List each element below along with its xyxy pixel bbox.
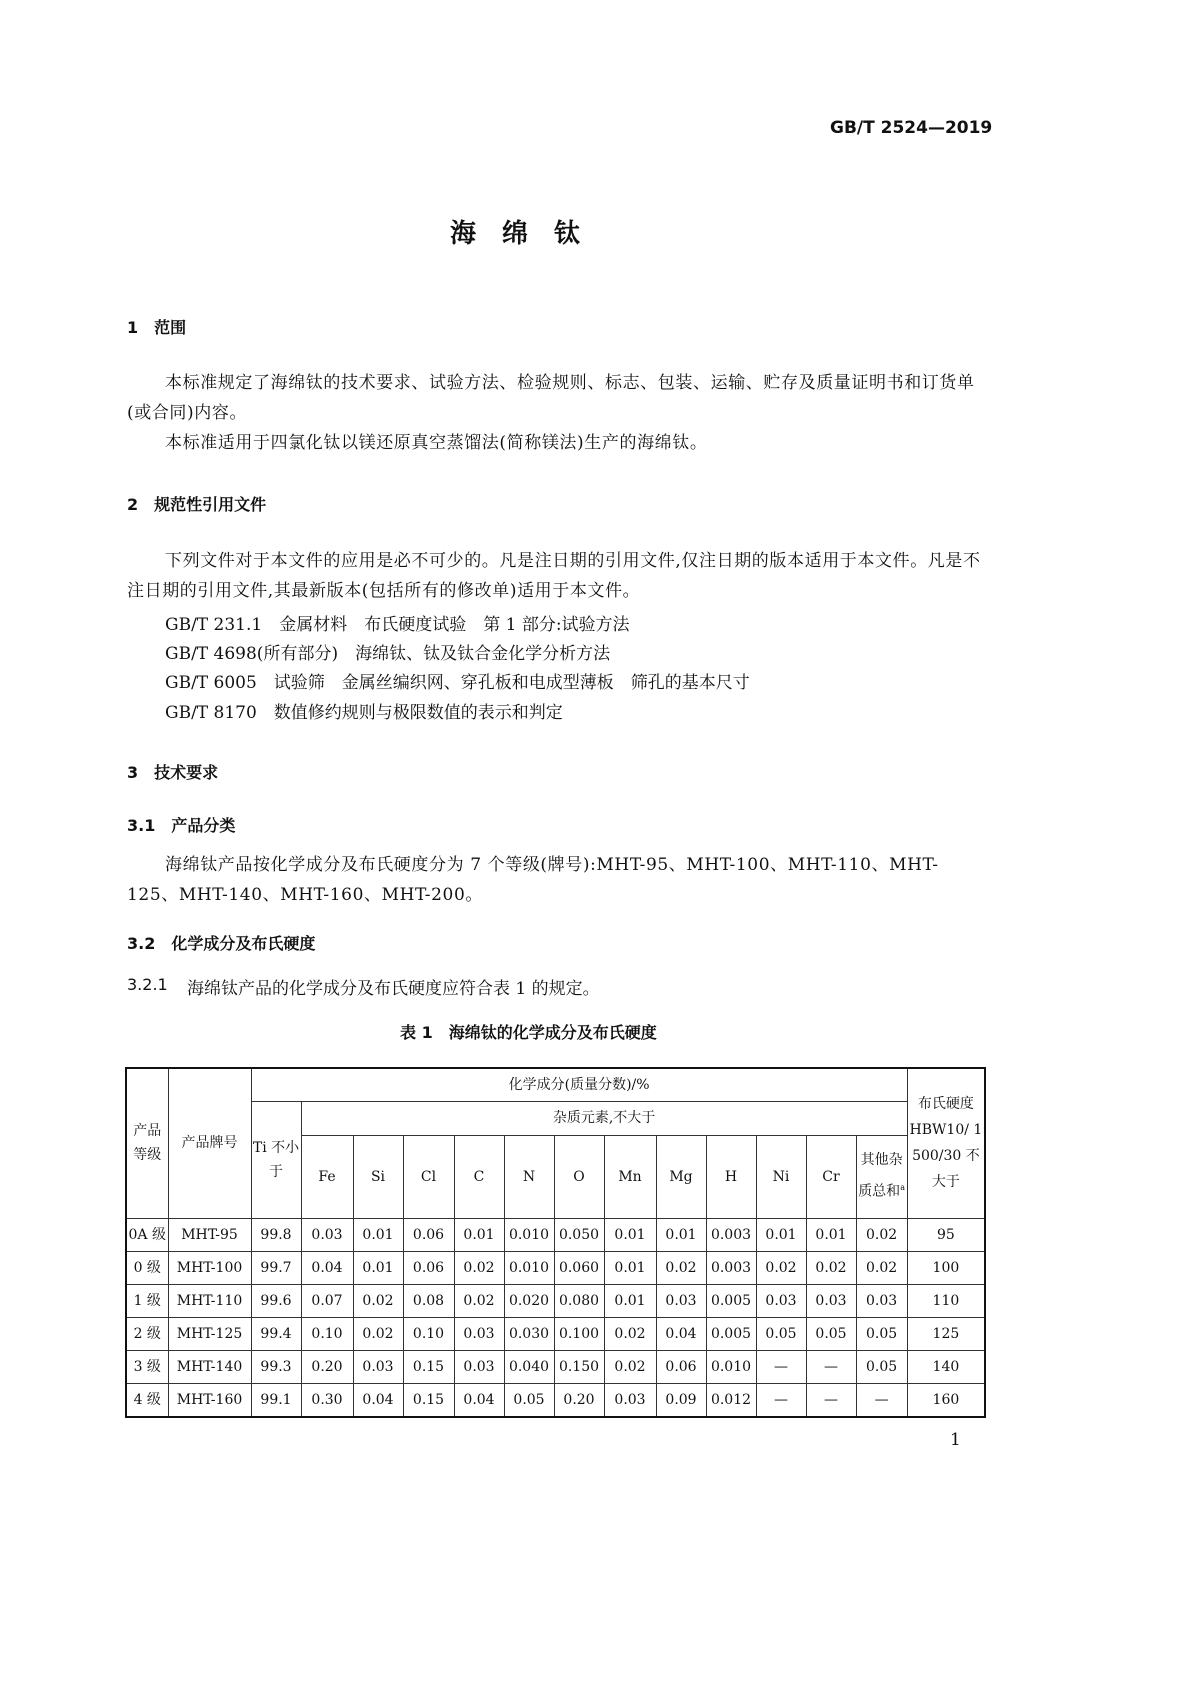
table-cell: 0.01: [604, 1284, 656, 1317]
table-cell: 0.03: [756, 1284, 806, 1317]
header-mg: Mg: [656, 1135, 706, 1218]
table-cell: 0.03: [656, 1284, 706, 1317]
table-cell: MHT-100: [168, 1251, 251, 1284]
table-cell: 0.150: [554, 1350, 604, 1383]
table-cell: 0.02: [604, 1350, 656, 1383]
table-cell: —: [756, 1350, 806, 1383]
reference-item: GB/T 6005 试验筛 金属丝编织网、穿孔板和电成型薄板 筛孔的基本尺寸: [165, 673, 750, 693]
footnote-marker: a: [900, 1183, 905, 1193]
table-cell: 4 级: [126, 1383, 168, 1417]
table-cell: MHT-125: [168, 1317, 251, 1350]
table-cell: 160: [907, 1383, 985, 1417]
table-cell: 0.003: [706, 1218, 756, 1251]
table-cell: 99.3: [251, 1350, 301, 1383]
table-cell: 0.010: [706, 1350, 756, 1383]
table-cell: 1 级: [126, 1284, 168, 1317]
table-cell: 3 级: [126, 1350, 168, 1383]
header-impurity: 杂质元素,不大于: [301, 1101, 907, 1135]
table-cell: 0.03: [604, 1383, 656, 1417]
table-cell: 0.10: [403, 1317, 454, 1350]
table-cell: 0.01: [604, 1251, 656, 1284]
table-cell: 99.1: [251, 1383, 301, 1417]
table-cell: 0.02: [454, 1284, 504, 1317]
table-cell: MHT-160: [168, 1383, 251, 1417]
header-ni: Ni: [756, 1135, 806, 1218]
table-row: [126, 1350, 985, 1383]
table-cell: 0.02: [604, 1317, 656, 1350]
table-cell: 0.02: [756, 1251, 806, 1284]
table-cell: MHT-110: [168, 1284, 251, 1317]
page-title: 海 绵 钛: [450, 219, 581, 249]
table-cell: 0.080: [554, 1284, 604, 1317]
table-cell: 95: [907, 1218, 985, 1251]
table-cell: 0.08: [403, 1284, 454, 1317]
table-cell: 0.01: [756, 1218, 806, 1251]
table-cell: 0.01: [353, 1251, 403, 1284]
table-cell: 0.03: [301, 1218, 353, 1251]
table-cell: 0.03: [454, 1350, 504, 1383]
table-cell: 0.010: [504, 1218, 554, 1251]
table-cell: 0.03: [806, 1284, 856, 1317]
table-cell: 140: [907, 1350, 985, 1383]
header-other-label: 其他杂质总和: [858, 1152, 903, 1200]
table-cell: 0.04: [301, 1251, 353, 1284]
table-cell: 0A 级: [126, 1218, 168, 1251]
table-cell: 0.03: [856, 1284, 907, 1317]
table-cell: 0.30: [301, 1383, 353, 1417]
table-cell: 0.02: [806, 1251, 856, 1284]
header-fe: Fe: [301, 1135, 353, 1218]
table-cell: 0.02: [656, 1251, 706, 1284]
table-cell: 0.09: [656, 1383, 706, 1417]
table-cell: 0.030: [504, 1317, 554, 1350]
table-cell: 0.04: [353, 1383, 403, 1417]
table-cell: 110: [907, 1284, 985, 1317]
section-3-2-heading: 3.2 化学成分及布氏硬度: [127, 934, 316, 953]
header-c: C: [454, 1135, 504, 1218]
composition-table: [125, 1067, 986, 1418]
table-cell: 125: [907, 1317, 985, 1350]
table-cell: MHT-95: [168, 1218, 251, 1251]
page-number: 1: [950, 1430, 961, 1450]
header-cl: Cl: [403, 1135, 454, 1218]
table-cell: 0.012: [706, 1383, 756, 1417]
table-cell: 0.005: [706, 1284, 756, 1317]
table-row: [126, 1317, 985, 1350]
section-2-heading: 2 规范性引用文件: [127, 495, 267, 514]
table-cell: 0.05: [856, 1350, 907, 1383]
table-cell: 99.4: [251, 1317, 301, 1350]
header-h: H: [706, 1135, 756, 1218]
table-cell: 0.15: [403, 1350, 454, 1383]
standard-code: GB/T 2524—2019: [830, 118, 993, 138]
table-cell: 0.02: [856, 1218, 907, 1251]
table-cell: 0.010: [504, 1251, 554, 1284]
header-o: O: [554, 1135, 604, 1218]
reference-item: GB/T 4698(所有部分) 海绵钛、钛及钛合金化学分析方法: [165, 644, 611, 664]
table-cell: 0.01: [806, 1218, 856, 1251]
header-ti: Ti 不小于: [251, 1101, 301, 1218]
table-cell: 0 级: [126, 1251, 168, 1284]
table-row: [126, 1218, 985, 1251]
table-cell: —: [806, 1350, 856, 1383]
paragraph: 本标准适用于四氯化钛以镁还原真空蒸馏法(简称镁法)生产的海绵钛。: [165, 433, 708, 453]
table-cell: 2 级: [126, 1317, 168, 1350]
table-cell: 99.7: [251, 1251, 301, 1284]
table-cell: 0.06: [403, 1218, 454, 1251]
section-3-1-heading: 3.1 产品分类: [127, 816, 236, 835]
table-cell: 0.05: [806, 1317, 856, 1350]
table-cell: 0.15: [403, 1383, 454, 1417]
header-si: Si: [353, 1135, 403, 1218]
table-cell: 99.6: [251, 1284, 301, 1317]
table-cell: —: [756, 1383, 806, 1417]
table-cell: 0.04: [454, 1383, 504, 1417]
header-brand: 产品牌号: [168, 1068, 251, 1218]
table-cell: 99.8: [251, 1218, 301, 1251]
table-cell: 0.07: [301, 1284, 353, 1317]
paragraph: 海绵钛产品的化学成分及布氏硬度应符合表 1 的规定。: [187, 979, 600, 999]
reference-item: GB/T 8170 数值修约规则与极限数值的表示和判定: [165, 703, 563, 723]
table-cell: 0.050: [554, 1218, 604, 1251]
header-other: [856, 1135, 907, 1218]
table-cell: 0.01: [604, 1218, 656, 1251]
table-cell: 0.01: [454, 1218, 504, 1251]
table-cell: 0.20: [554, 1383, 604, 1417]
reference-item: GB/T 231.1 金属材料 布氏硬度试验 第 1 部分:试验方法: [165, 615, 630, 635]
table-cell: 0.020: [504, 1284, 554, 1317]
table-cell: 0.060: [554, 1251, 604, 1284]
clause-number: 3.2.1: [127, 975, 168, 994]
header-mn: Mn: [604, 1135, 656, 1218]
table-caption: 表 1 海绵钛的化学成分及布氏硬度: [400, 1023, 657, 1042]
header-hbw: 布氏硬度 HBW10/ 1 500/30 不大于: [907, 1068, 985, 1218]
table-row: [126, 1284, 985, 1317]
paragraph: 本标准规定了海绵钛的技术要求、试验方法、检验规则、标志、包装、运输、贮存及质量证明书和订货单(或合同)内容。: [127, 373, 975, 423]
table-cell: —: [806, 1383, 856, 1417]
table-cell: 0.10: [301, 1317, 353, 1350]
table-cell: 0.040: [504, 1350, 554, 1383]
header-chem: 化学成分(质量分数)/%: [251, 1068, 907, 1101]
table-cell: 0.02: [856, 1251, 907, 1284]
table-cell: 0.06: [656, 1350, 706, 1383]
paragraph: 下列文件对于本文件的应用是必不可少的。凡是注日期的引用文件,仅注日期的版本适用于本文件。凡是不注日期的引用文件,其最新版本(包括所有的修改单)适用于本文件。: [127, 551, 981, 601]
header-cr: Cr: [806, 1135, 856, 1218]
table-row: [126, 1383, 985, 1417]
table-cell: 0.005: [706, 1317, 756, 1350]
section-3-heading: 3 技术要求: [127, 763, 219, 782]
paragraph: 海绵钛产品按化学成分及布氏硬度分为 7 个等级(牌号):MHT-95、MHT-100、MHT-110、MHT-125、MHT-140、MHT-160、MHT-200。: [127, 855, 939, 905]
table-cell: 0.03: [454, 1317, 504, 1350]
header-n: N: [504, 1135, 554, 1218]
table-cell: MHT-140: [168, 1350, 251, 1383]
table-cell: 0.100: [554, 1317, 604, 1350]
table-cell: 100: [907, 1251, 985, 1284]
header-grade: 产品等级: [126, 1068, 168, 1218]
table-cell: 0.20: [301, 1350, 353, 1383]
table-cell: 0.003: [706, 1251, 756, 1284]
table-cell: 0.03: [353, 1350, 403, 1383]
table-cell: 0.05: [756, 1317, 806, 1350]
table-cell: 0.01: [353, 1218, 403, 1251]
table-row: [126, 1251, 985, 1284]
table-cell: 0.01: [656, 1218, 706, 1251]
table-cell: 0.02: [353, 1284, 403, 1317]
table-cell: 0.05: [504, 1383, 554, 1417]
table-cell: 0.04: [656, 1317, 706, 1350]
table-cell: 0.02: [353, 1317, 403, 1350]
table-cell: 0.05: [856, 1317, 907, 1350]
table-cell: —: [856, 1383, 907, 1417]
table-cell: 0.06: [403, 1251, 454, 1284]
table-cell: 0.02: [454, 1251, 504, 1284]
section-1-heading: 1 范围: [127, 318, 187, 337]
